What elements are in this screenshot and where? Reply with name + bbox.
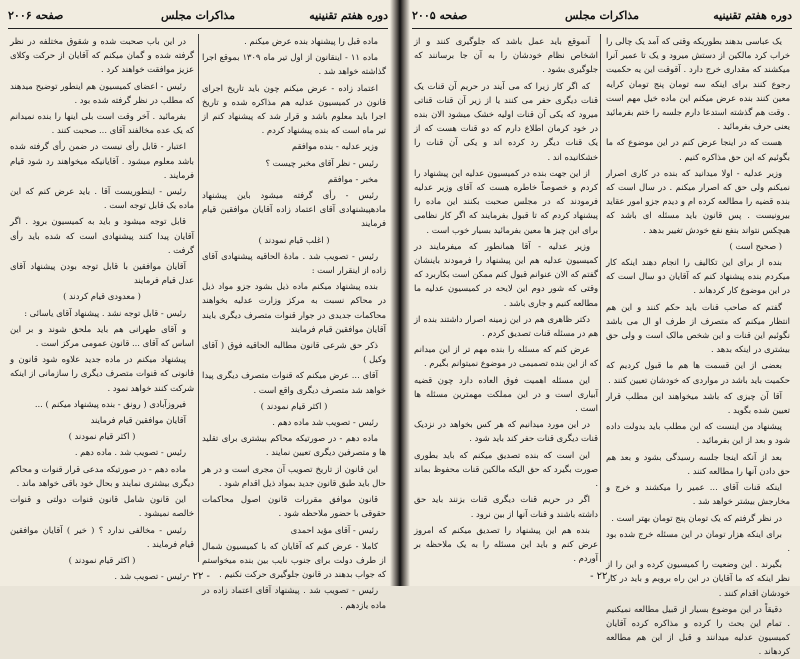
paragraph: بنده از برای این تکالیف را انجام دهند اینکه کار میکردم بنده پیشنهاد کنم که آقایان دو سال است که در این موضوع کار کردهاند . [606, 257, 790, 296]
paragraph: و آقای طهرانی هم باید ملحق شوند و بر این اساس که آقای ... قانون عمومی مرکز است . [10, 323, 194, 349]
paragraph: در نظر گرفتم که یک تومان پنج تومان بهتر است . [611, 512, 782, 523]
paragraph: در این مورد میدانیم که هر کس بخواهد در نزدیک قنات دیگری قنات حفر کند باید شود . [414, 419, 598, 444]
right-header-session: دوره هفتم تقنینیه [713, 9, 792, 22]
right-page-footer: - ۲۲ - [590, 571, 614, 582]
paragraph: بعضی از این قسمت ها هم ما قبول کردیم که حکمیت باید باشد در مواردی که خودشان تعیین کنند . [606, 360, 790, 385]
paragraph: مخبر - موافقم [327, 173, 378, 184]
paragraph: آنموقع باید عمل باشد که جلوگیری کنند و از اشخاص نظام خودشان را به آن جا برسانند که جلوگیری بشود . [414, 36, 598, 75]
paragraph: بنده هم این پیشنهاد را تصدیق میکنم که امروز عرض کنم و باید این مسئله را به یک ملاحظه بر آوردم . [414, 524, 598, 564]
column-divider [198, 34, 199, 562]
left-page-column-left [10, 34, 194, 582]
paragraph: رئیس - رأی گرفته میشود باین پیشنهاد مادهپیشنهادی آقای اعتماد زاده آقایان موافقین قیام فرمایند [202, 190, 386, 229]
paragraph: وزیر عدلیه - آقا همانطور که میفرمایند در کمیسیون عدلیه هم این پیشنهاد را فرمودند باینشان گفتم که الان عنوانم قبول کنم ممکن است بکاربرد که وقتی که شور دوم این لایحه در کمیسیون عدلیه ما مطالعه کنیم و جاری باشد . [414, 240, 598, 308]
book-gutter [390, 0, 410, 586]
vote-note: ( اغلب قیام نمودند ) [258, 234, 330, 245]
vote-note: ( اکثر قیام نمودند ) [260, 400, 328, 411]
paragraph: کاملا - عرض کنم که آقایان که با کمیسیون شمال از طرف دولت برای جنوب نایب بین بنده میخواستم که جواب بدهند در قانون جلوگیری حرکت نکنیم . [202, 540, 386, 580]
paragraph: دکتر ظاهری هم در این زمینه اصرار داشتند بنده از هم در مسئله قنات تصدیق کردم . [414, 313, 598, 339]
paragraph: رئیس - تصویب شد . ماده دهم . [74, 447, 186, 458]
vote-note: ( اکثر قیام نمودند ) [68, 554, 136, 565]
right-page-header [412, 6, 792, 29]
paragraph: رئیس - تصویب شد . مادهٔ الحاقیه پیشنهادی آقای زاده از اینقرار است : [202, 250, 386, 276]
paragraph: عرض کنم که مسئله را بنده مهم تر از این میدانم که از این بنده تصمیمی در موضوع نمیتوانم بگیرم . [414, 344, 598, 369]
paragraph: آقا آن چیزی که باشد میخواهند این مطلب قرار تعیین شده بگوید . [606, 390, 790, 416]
paragraph: پیشنهاد میکنم در ماده جدید علاوه شود قانون و قانونی که قنوات متصرف دیگری را سازمانی از اینکه شرکت کنند خواهد نمود . [10, 354, 194, 393]
paragraph: وزیر عدلیه - بنده موافقم [291, 141, 378, 152]
left-header-title: مذاکرات مجلس [161, 9, 235, 22]
paragraph: رئیس - نظر آقای مخبر چیست ؟ [265, 157, 378, 168]
left-page-header [8, 6, 388, 29]
paragraph: اعتبار - قابل رأی نیست در ضمن رأی گرفته شده باشد معلوم میشود . آقایانیکه میخواهند رد شود قیام فرمایند . [10, 141, 194, 180]
left-page-footer: - ۲۲ - [186, 571, 210, 582]
paragraph: رئیس - تصویب شد ماده دهم . [272, 417, 378, 428]
paragraph: گفتم که صاحب قنات باید حکم کنند و این هم انتظار میکنم که متصرف از طرف او ال می باشد نگوئیم این قنات و این شخص مالک است و ولی حق بیشتری در اینکه بدهد . [606, 301, 790, 355]
paragraph: آقایان موافقین با قابل توجه بودن پیشنهاد آقای عدل قیام فرمایند [10, 261, 194, 286]
right-page [404, 0, 800, 657]
paragraph: رئیس - قابل توجه نشد . پیشنهاد آقای یاسائی : [24, 307, 186, 318]
paragraph: این قانون از تاریخ تصویب آن مجری است و در هر حال باید طبق قانون جدید بمواد ذیل اقدام شود . [202, 463, 386, 488]
paragraph: رئیس - اعضای کمیسیون هم اینطور توضیح میدهند که مطلب در نظر گرفته شده بود . [10, 80, 194, 105]
paragraph: رئیس - اینطوریست آقا . باید عرض کنم که این ماده یک قابل توجه است . [10, 186, 194, 211]
paragraph: ذکر حق شرعی قانون مطالبه الحاقیه فوق ( آقای وکیل ) [202, 340, 386, 365]
paragraph: وزیر عدلیه - اولا میدانید که بنده در کاری اصرار نمیکنم ولی حق که اصرار میکنم . در سال است که بنده قضیه را مطالعه کرده ام و دیدم جزو امور عقاید بیرونیست . پس قانون باید مسئله ای باشد که هیچکس نتواند بنفع نفع خودش تغییر بدهد . [606, 167, 790, 235]
paragraph: ماده ۱۱ - اینقانون از اول تیر ماه ۱۳۰۹ بموقع اجرا گذاشته خواهد شد . [202, 52, 386, 77]
paragraph: رئیس - آقای مؤید احمدی [290, 524, 378, 535]
paragraph: ماده دهم - در صورتیکه مدعی قرار قنوات و محاکم دیگری بیشتری نمایند و بحال خود باقی خواهد ماند . [10, 463, 194, 488]
paragraph: ماده قبل را پیشنهاد بنده عرض میکنم . [244, 36, 378, 46]
left-header-session: دوره هفتم تقنینیه [309, 9, 388, 22]
paragraph: فیروزآبادی ( رونق - بنده پیشنهاد میکنم ) ... [34, 398, 186, 409]
paragraph: بفرمائید . آخر وقت است بلی اینها را بنده نمیدانم که یک عده مخالفند آقای ... صحبت کنند . [10, 111, 194, 136]
right-header-page-number: صفحه ۲۰۰۵ [412, 9, 468, 22]
paragraph: بنده پیشنهاد میکنم ماده ذیل بشود جزو مواد ذیل در محاکم نسبت به مرکز وزارت عدلیه بخواهند محاکمات جدیدی در جوار قنوات متصرف دیگری بایند آقایان موافقین قیام فرمایند [202, 281, 386, 334]
right-page-column-right [606, 34, 790, 657]
paragraph: رئیس - تصویب شد . [114, 571, 186, 582]
paragraph: که اگر کار زیرا که می آیند در حریم آن قنات یک قنات دیگری حفر می کنند یا از زیر آن قنات قناتی میرود که یکی آن قنات اولیه خشک میشود الان بنده در خود کرمان اطلاع دارم که دو قنات هست که از یک قنات دیگر رد کرده اند و یکی آن قنات را خشکانیده اند . [414, 80, 598, 162]
paragraph: اعتماد زاده - عرض میکنم چون باید تاریخ اجرای قانون در کمیسیون عدلیه هم مذاکره شده و تاریخ اجرا باید معلوم باشد و قرار شد که پیشنهاد کنم از تیر ماه است که بنده پیشنهاد کردم . [202, 82, 386, 136]
column-divider [600, 34, 601, 562]
left-page [0, 0, 396, 610]
paragraph: دقیقاً در این موضوع بسیار از قبیل مطالعه نمیکنیم . تمام این بحث را کرده و مذاکره کرده آقایان کمیسیون عدلیه میدانند و قبل از این هم مطالعه کردهاند . [606, 603, 790, 657]
paragraph: اینکه قنات آقای ... عمیر را میکشند و خرج و مخارجش بیشتر خواهد شد . [606, 482, 790, 507]
paragraph: از این جهت بنده در کمیسیون عدلیه این پیشنهاد را کردم و خصوصاً خاطره هست که آقای وزیر عدلیه فرمودند که در مجلس صحبت بکنند این ماده را پیشنهاد کردم که تا قبول بفرمایند که اگر کار نظامی برای این چیز ها معین بفرمائید بسیار خوب است . [414, 167, 598, 235]
right-page-column-left [414, 34, 598, 562]
left-header-page-number: صفحه ۲۰۰۶ [8, 9, 64, 22]
paragraph: اگر در حریم قنات دیگری قنات بزنند باید حق داشته باشند و قنات آنها از بین نرود . [414, 494, 598, 519]
paragraph: قابل توجه میشود و باید به کمیسیون برود . اگر آقایان پیدا کنند پیشنهادی است که شده باید رأی گرفت . [10, 216, 194, 255]
paragraph: قانون موافق مقررات قانون اصول محاکمات حقوقی با حضور ملاحظه شود . [202, 494, 386, 519]
paragraph: این مسئله اهمیت فوق العاده دارد چون قضیه آبیاری است و در این مملکت مهمترین مسئله ها است . [414, 374, 598, 414]
paragraph: آقایان موافقین قیام فرمایند [90, 415, 186, 426]
paragraph: ماده دهم - در صورتیکه محاکم بیشتری برای تقلید ها و متصرفین دیگری تعیین نمایند . [202, 433, 386, 458]
right-header-title: مذاکرات مجلس [565, 9, 639, 22]
paragraph: این قانون شامل قانون قنوات دولتی و قنوات خالصه نمیشود . [10, 494, 194, 519]
vote-note: ( اکثر قیام نمودند ) [68, 431, 136, 442]
paragraph: بعد از آنکه اینجا جلسه رسیدگی بشود و بعد هم حق دادن آنها را مطالعه کنند . [606, 451, 790, 476]
paragraph: ( صحیح است ) [729, 240, 782, 251]
paragraph: پیشنهاد من اینست که این مطلب باید بدولت داده شود و بعد از این بفرمائید . [606, 421, 790, 446]
paragraph: در این باب صحبت شده و شقوق مختلفه در نظر گرفته شده و گمان میکنم که آقایان از حرکت وکلای عزیز موافقت خواهند کرد . [10, 36, 194, 75]
paragraph: آقای ... عرض میکنم که قنوات متصرف دیگری پیدا خواهد شد متصرف دیگری واقع است . [202, 370, 386, 395]
paragraph: رئیس - مخالفی ندارد ؟ ( خیر ) آقایان موافقین قیام فرمایند . [10, 524, 194, 549]
left-page-column-right [202, 34, 386, 610]
paragraph: یک عباسی بدهند بطوریکه وقتی که آمد یک چالی را خراب کرد مالکین از دستش میرود و یک تا عمیر آنرا میکشند که مقداری خرج دارد . آقوقت این یه حکمیت رجوع کنند برای اینکه سه تومان پنج تومان کرایه معین کنند بنده عرض میکنم این ماده خیل مهم است . وقت هم گذشته استدعا دارم جلسه را ختم بفرمائید یعنی حرف بفرمائید . [606, 36, 790, 132]
paragraph: بگیرند . این وضعیت را کمیسیون کرده و این را از نظر اینکه که ما آقایان در این راه برویم و باید در کار خودشان اقدام کنند . [606, 559, 790, 598]
paragraph: این است که بنده تصدیق میکنم که باید بطوری صورت بگیرد که حق الیکه مالکین قنات محفوظ بماند . [414, 449, 598, 489]
paragraph: برای اینکه هزار تومان در این مسئله خرج شده بود . [606, 528, 790, 553]
paragraph: رئیس - تصویب شد . پیشنهاد آقای اعتماد زاده در ماده یازدهم . [202, 585, 386, 610]
vote-note: ( معدودی قیام کردند ) [63, 291, 141, 302]
paragraph: هست که در اینجا عرض کنم در این موضوع که ما بگوئیم که این حق مذاکره کنیم . [606, 137, 790, 162]
